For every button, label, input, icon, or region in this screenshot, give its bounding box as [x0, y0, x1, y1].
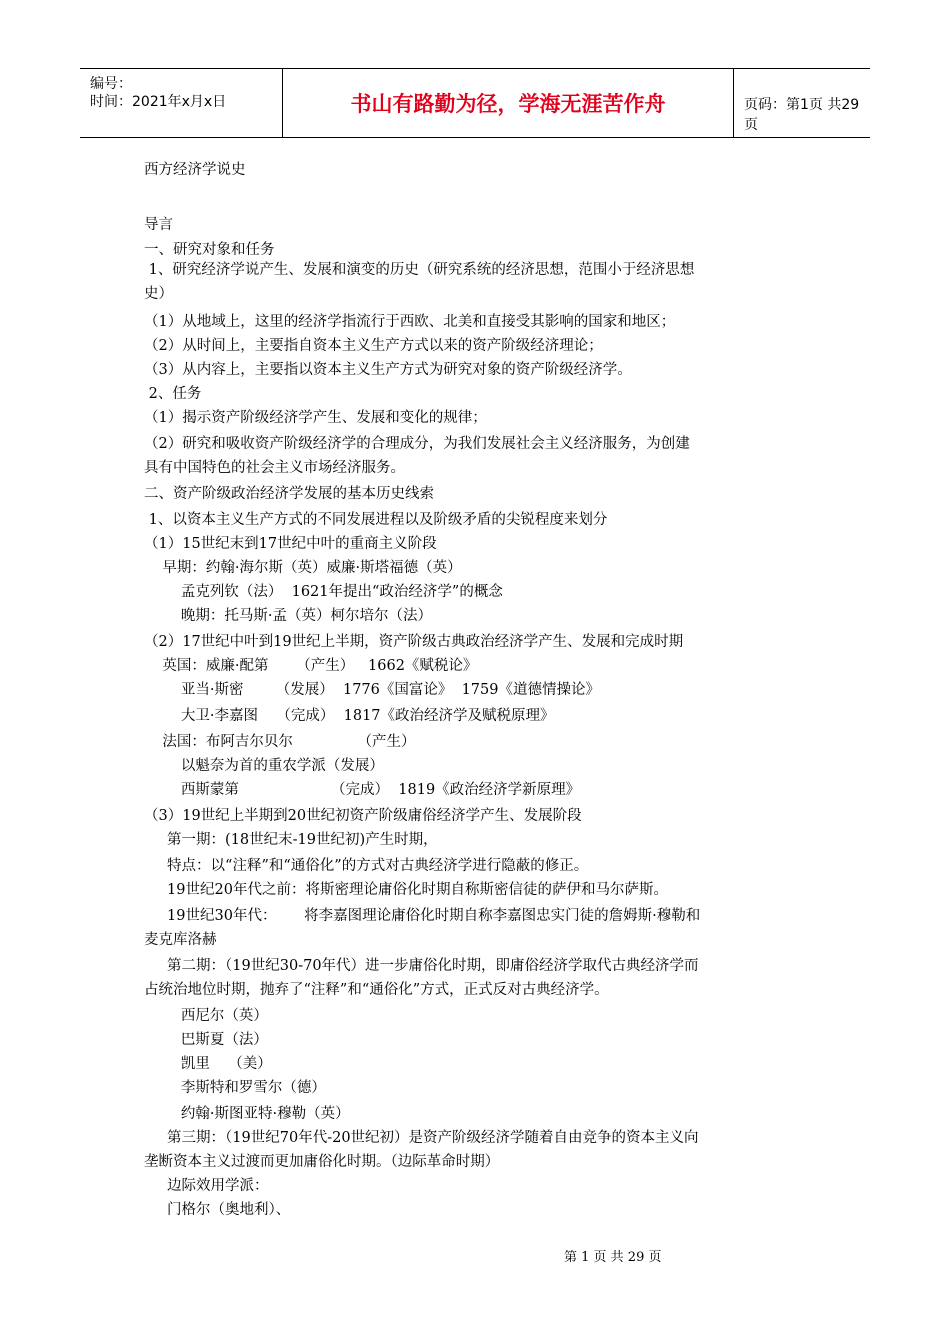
text-line: 门格尔（奥地利）、 [144, 1202, 291, 1218]
text-line: 二、资产阶级政治经济学发展的基本历史线索 [144, 486, 434, 502]
text-line: 垄断资本主义过渡而更加庸俗化时期。（边际革命时期） [144, 1154, 500, 1170]
text-line: 19世纪20年代之前：将斯密理论庸俗化时期自称斯密信徒的萨伊和马尔萨斯。 [144, 882, 668, 898]
text-line: 19世纪30年代： 将李嘉图理论庸俗化时期自称李嘉图忠实门徒的詹姆斯·穆勒和 [144, 908, 701, 924]
page-header [80, 68, 870, 138]
text-line: 具有中国特色的社会主义市场经济服务。 [144, 460, 405, 476]
text-line: 法国：布阿吉尔贝尔 （产生） [144, 734, 416, 750]
text-line: 英国：威廉·配第 （产生） 1662《赋税论》 [144, 658, 478, 674]
text-line: 第一期：(18世纪末-19世纪初)产生时期， [144, 832, 438, 848]
text-line: 边际效用学派： [144, 1178, 269, 1194]
text-line: 孟克列钦（法） 1621年提出“政治经济学”的概念 [144, 584, 503, 600]
text-line: 早期：约翰·海尔斯（英）威廉·斯塔福德（英） [144, 560, 462, 576]
text-line: （1）15世纪末到17世纪中叶的重商主义阶段 [144, 536, 437, 552]
header-meta [80, 69, 280, 137]
header-motto: 书山有路勤为径，学海无涯苦作舟 [282, 69, 734, 137]
text-line: （1）从地域上，这里的经济学指流行于西欧、北美和直接受其影响的国家和地区； [144, 314, 676, 330]
text-line: 西斯蒙第 （完成） 1819《政治经济学新原理》 [144, 782, 581, 798]
text-line: 1、研究经济学说产生、发展和演变的历史（研究系统的经济思想，范围小于经济思想 [144, 262, 695, 278]
text-line: 李斯特和罗雪尔（德） [144, 1080, 326, 1096]
text-line: 导言 [144, 217, 173, 233]
text-line: 以魁奈为首的重农学派（发展） [144, 758, 384, 774]
page-counter: 页码：第1页 共29页 [744, 97, 860, 133]
text-line: 巴斯夏（法） [144, 1032, 268, 1048]
text-line: 一、研究对象和任务 [144, 242, 275, 258]
text-line: 2、任务 [144, 386, 202, 402]
text-line: 凯里 （美） [144, 1056, 272, 1072]
number-label: 编号： [90, 76, 132, 92]
text-line: 麦克库洛赫 [144, 932, 217, 948]
text-line: （1）揭示资产阶级经济学产生、发展和变化的规律； [144, 410, 487, 426]
text-line: （3）19世纪上半期到20世纪初资产阶级庸俗经济学产生、发展阶段 [144, 808, 582, 824]
text-line: 占统治地位时期，抛弃了“注释”和“通俗化”方式，正式反对古典经济学。 [144, 982, 609, 998]
text-line: （2）17世纪中叶到19世纪上半期，资产阶级古典政治经济学产生、发展和完成时期 [144, 634, 684, 650]
page-footer: 第 1 页 共 29 页 [564, 1250, 662, 1265]
time-label: 时间：2021年x月x日 [90, 94, 227, 110]
text-line: 1、以资本主义生产方式的不同发展进程以及阶级矛盾的尖锐程度来划分 [144, 512, 608, 528]
text-line: 约翰·斯图亚特·穆勒（英） [144, 1106, 350, 1122]
text-line: 特点：以“注释”和“通俗化”的方式对古典经济学进行隐蔽的修正。 [144, 858, 589, 874]
text-line: 西方经济学说史 [144, 162, 246, 178]
text-line: 史） [144, 286, 173, 302]
text-line: 西尼尔（英） [144, 1008, 268, 1024]
text-line: 亚当·斯密 （发展） 1776《国富论》 1759《道德情操论》 [144, 682, 600, 698]
text-line: 第二期：（19世纪30-70年代）进一步庸俗化时期，即庸俗经济学取代古典经济学而 [144, 958, 699, 974]
text-line: 大卫·李嘉图 （完成） 1817《政治经济学及赋税原理》 [144, 708, 555, 724]
text-line: （2）研究和吸收资产阶级经济学的合理成分，为我们发展社会主义经济服务，为创建 [144, 436, 690, 452]
text-line: （3）从内容上，主要指以资本主义生产方式为研究对象的资产阶级经济学。 [144, 362, 632, 378]
text-line: 第三期：（19世纪70年代-20世纪初）是资产阶级经济学随着自由竞争的资本主义向 [144, 1130, 699, 1146]
text-line: 晚期：托马斯·孟（英）柯尔培尔（法） [144, 608, 432, 624]
text-line: （2）从时间上，主要指自资本主义生产方式以来的资产阶级经济理论； [144, 338, 603, 354]
